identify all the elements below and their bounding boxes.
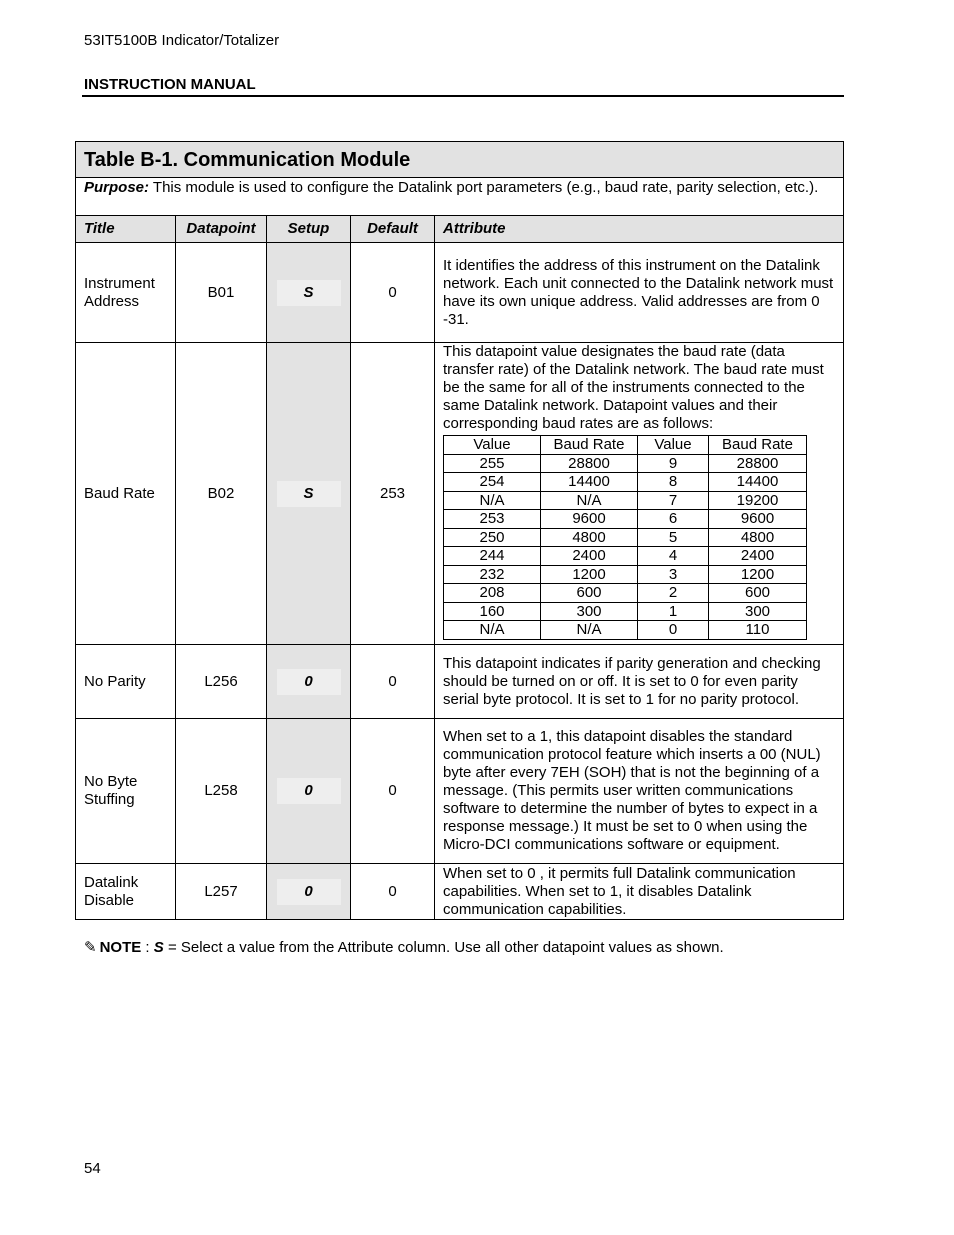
baud-row [444,547,807,566]
baud-cell: 1 [638,602,709,621]
baud-row [444,491,807,510]
row-setup: 0 [267,719,351,864]
note [84,938,724,956]
row-datapoint: B02 [176,343,267,645]
baud-cell: 244 [444,547,541,566]
baud-header-row [444,436,807,455]
row-attribute [435,343,844,645]
baud-cell: N/A [541,621,638,640]
baud-cell: 8 [638,473,709,492]
document-title: 53IT5100B Indicator/Totalizer [84,32,280,49]
row-datapoint: L257 [176,864,267,920]
row-setup: 0 [267,645,351,719]
table-row [76,645,844,719]
row-default: 0 [351,864,435,920]
purpose-label: Purpose: [84,179,150,196]
baud-header-cell: Baud Rate [709,436,807,455]
pencil-icon: ✎ [84,939,97,956]
row-attribute: It identifies the address of this instrument on the Datalink network. Each unit connected to the Datalink network must have its own unique address. Valid addresses are from 0 -31. [435,243,844,343]
row-attribute: When set to 0 , it permits full Datalink communication capabilities. When set to 1, it disables Datalink communication capabilities. [435,864,844,920]
note-separator: : [141,939,154,956]
row-default: 0 [351,243,435,343]
baud-cell: 250 [444,528,541,547]
baud-header-cell: Baud Rate [541,436,638,455]
baud-cell: 28800 [541,454,638,473]
row-setup: S [267,343,351,645]
purpose-text: This module is used to configure the Datalink port parameters (e.g., baud rate, parity selection, etc.). [149,179,819,196]
row-setup: S [267,243,351,343]
baud-cell: 5 [638,528,709,547]
baud-row [444,584,807,603]
table-row [76,719,844,864]
column-header: Setup [267,216,351,243]
row-title: Baud Rate [76,343,176,645]
page-number: 54 [84,1160,101,1177]
baud-cell: 254 [444,473,541,492]
baud-cell: 14400 [709,473,807,492]
baud-cell: 14400 [541,473,638,492]
baud-row [444,621,807,640]
baud-cell: 28800 [709,454,807,473]
row-datapoint: L258 [176,719,267,864]
baud-cell: N/A [541,491,638,510]
baud-cell: 4800 [709,528,807,547]
header-rule [82,95,844,97]
table-title: Table B-1. Communication Module [76,142,844,178]
baud-row [444,510,807,529]
baud-row [444,454,807,473]
column-header: Datapoint [176,216,267,243]
table-row [76,243,844,343]
row-attribute: This datapoint indicates if parity generation and checking should be turned on or off. It is set to 0 for even parity serial byte protocol. It is set to 1 for no parity protocol. [435,645,844,719]
baud-cell: 9 [638,454,709,473]
row-title: Datalink Disable [76,864,176,920]
row-title: Instrument Address [76,243,176,343]
row-title: No Byte Stuffing [76,719,176,864]
row-default: 0 [351,719,435,864]
baud-cell: 6 [638,510,709,529]
row-datapoint: L256 [176,645,267,719]
note-symbol: S [153,939,164,956]
baud-cell: 255 [444,454,541,473]
baud-cell: 2 [638,584,709,603]
baud-cell: N/A [444,621,541,640]
baud-rate-table [443,435,807,640]
baud-row [444,473,807,492]
purpose-row [76,178,844,216]
note-label: NOTE [99,939,142,956]
baud-cell: 600 [709,584,807,603]
baud-header-cell: Value [638,436,709,455]
table-row [76,864,844,920]
row-datapoint: B01 [176,243,267,343]
baud-row [444,602,807,621]
baud-cell: 9600 [541,510,638,529]
baud-cell: 1200 [709,565,807,584]
baud-cell: 7 [638,491,709,510]
baud-row [444,528,807,547]
baud-cell: 232 [444,565,541,584]
baud-cell: 3 [638,565,709,584]
baud-cell: 1200 [541,565,638,584]
row-setup: 0 [267,864,351,920]
row-attribute: When set to a 1, this datapoint disables the standard communication protocol feature which inserts a 00 (NUL) byte after every 7EH (SOH) that is not the beginning of a message. (This permits user written communications software to determine the number of bytes to expect in a response message.) It must be set to 0 when using the Micro-DCI communications software or equipment. [435,719,844,864]
baud-cell: 0 [638,621,709,640]
column-header: Attribute [435,216,844,243]
baud-cell: 300 [541,602,638,621]
baud-cell: 2400 [541,547,638,566]
row-title: No Parity [76,645,176,719]
row-default: 253 [351,343,435,645]
column-header: Default [351,216,435,243]
baud-rate-description: This datapoint value designates the baud rate (data transfer rate) of the Datalink network. The baud rate must be the same for all of the instruments connected to the same Datalink network. Datapoint values and their corresponding baud rates are as follows: [443,343,824,432]
baud-header-cell: Value [444,436,541,455]
table-row [76,343,844,645]
baud-cell: 9600 [709,510,807,529]
baud-cell: N/A [444,491,541,510]
communication-module-table [75,141,844,920]
manual-label: INSTRUCTION MANUAL [84,76,256,93]
baud-cell: 253 [444,510,541,529]
baud-cell: 600 [541,584,638,603]
baud-cell: 4800 [541,528,638,547]
column-header: Title [76,216,176,243]
row-default: 0 [351,645,435,719]
note-text: = Select a value from the Attribute column. Use all other datapoint values as shown. [163,939,724,956]
baud-cell: 4 [638,547,709,566]
baud-cell: 2400 [709,547,807,566]
baud-cell: 208 [444,584,541,603]
baud-row [444,565,807,584]
baud-cell: 110 [709,621,807,640]
column-header-row [76,216,844,243]
baud-cell: 19200 [709,491,807,510]
baud-cell: 300 [709,602,807,621]
baud-cell: 160 [444,602,541,621]
